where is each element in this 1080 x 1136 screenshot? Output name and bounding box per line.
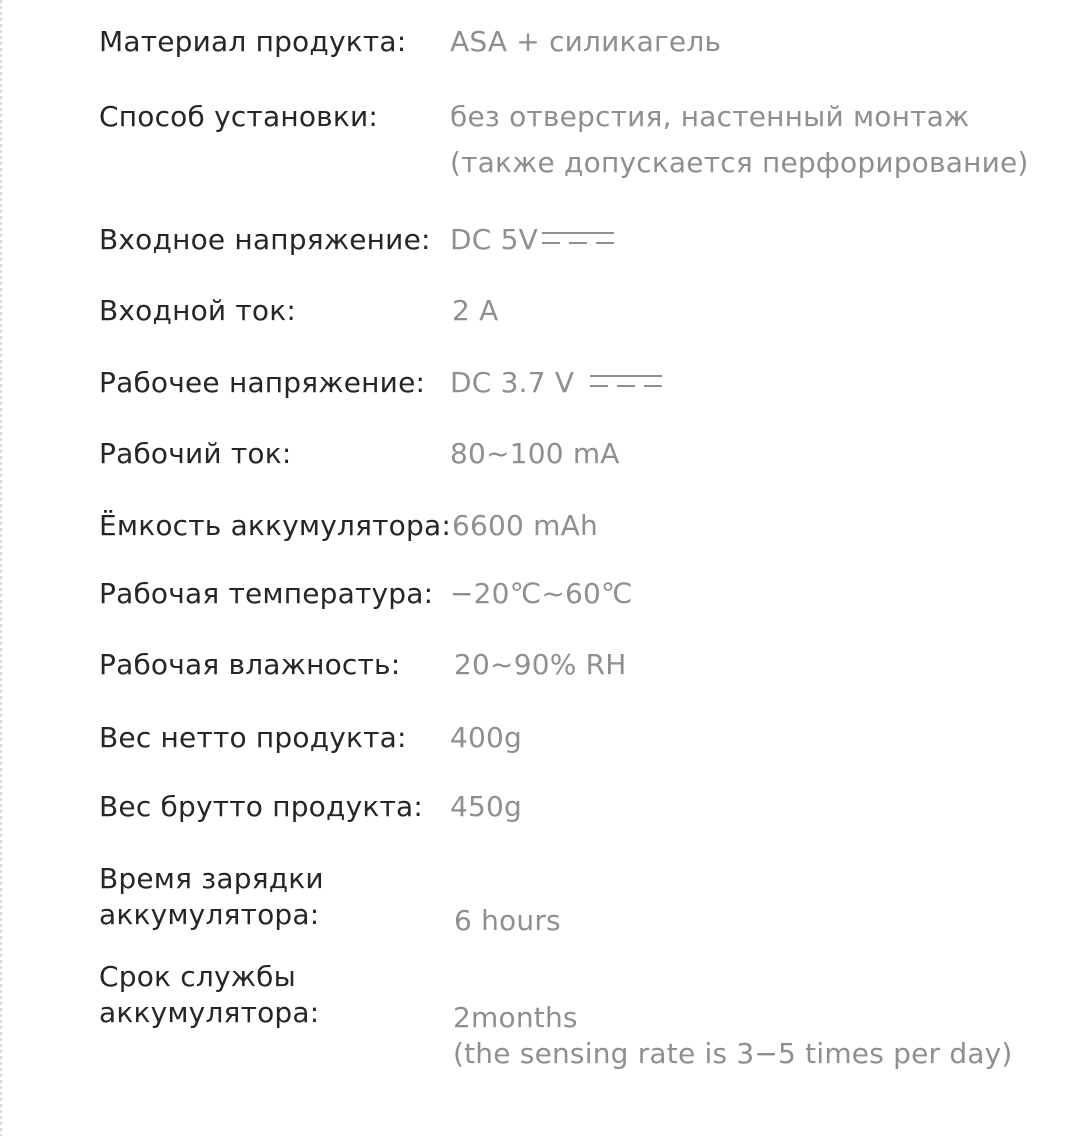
spec-value: −20℃~60℃: [450, 577, 633, 610]
spec-value-wrap: [450, 217, 614, 263]
spec-value: 20~90% RH: [454, 648, 627, 681]
dc-current-icon: [542, 228, 614, 248]
spec-value: DC 5V: [450, 223, 538, 256]
spec-value: ASA + силикагель: [450, 25, 722, 58]
spec-value: 400g: [450, 721, 523, 754]
spec-label: Вес брутто продукта:: [99, 790, 423, 823]
spec-label: Вес нетто продукта:: [99, 721, 407, 754]
spec-value: 2months (the sensing rate is 3−5 times per day): [453, 1001, 1013, 1070]
spec-label: Время зарядки аккумулятора:: [99, 862, 324, 931]
spec-label: Рабочая температура:: [99, 577, 434, 610]
spec-value: 80~100 mA: [450, 437, 620, 470]
spec-value: 6600 mAh: [452, 509, 598, 542]
spec-value: 450g: [450, 790, 523, 823]
spec-label: Входное напряжение:: [99, 223, 431, 256]
spec-value: 6 hours: [454, 904, 561, 937]
spec-label: Ёмкость аккумулятора:: [99, 509, 451, 542]
spec-label: Рабочая влажность:: [99, 648, 401, 681]
spec-value: без отверстия, настенный монтаж (также допускается перфорирование): [450, 100, 1029, 179]
page-edge-divider: [0, 0, 2, 1136]
spec-value-wrap: [450, 360, 662, 406]
spec-value: 2 A: [452, 294, 499, 327]
dc-current-icon: [590, 371, 662, 391]
spec-label: Рабочее напряжение:: [99, 366, 426, 399]
spec-label: Рабочий ток:: [99, 437, 292, 470]
spec-label: Входной ток:: [99, 294, 296, 327]
spec-value: DC 3.7 V: [450, 366, 575, 399]
spec-label: Материал продукта:: [99, 25, 407, 58]
spec-label: Способ установки:: [99, 100, 378, 133]
spec-label: Срок службы аккумулятора:: [99, 960, 320, 1029]
